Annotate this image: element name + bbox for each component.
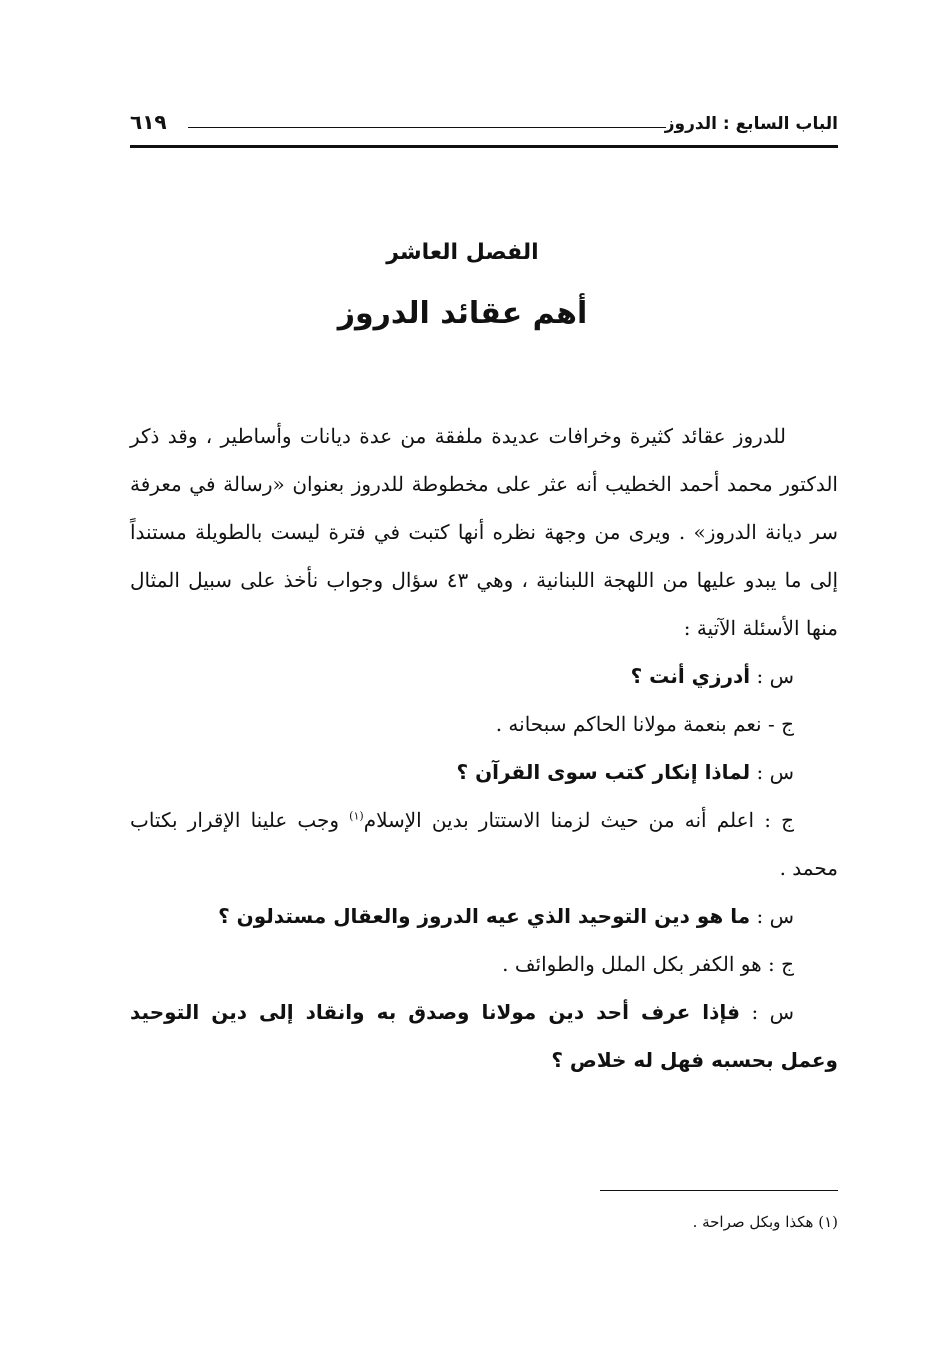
- body-text: [130, 412, 838, 1084]
- header-line: [188, 127, 666, 128]
- chapter-label: الفصل العاشر: [386, 240, 539, 265]
- answer-text: نعم بنعمة مولانا الحاكم سبحانه .: [495, 712, 762, 736]
- header-rule: [130, 145, 838, 148]
- chapter-title: أهم عقائد الدروز: [337, 296, 588, 331]
- footnote-rule: [600, 1190, 838, 1191]
- qa-mark: س: [769, 664, 794, 688]
- qa-mark: ج: [781, 952, 794, 976]
- question-text: فإذا عرف أحد دين مولانا وصدق به وانقاد إلى دين التوحيد وعمل بحسبه فهل له خلاص ؟: [130, 1000, 838, 1072]
- answer-text: اعلم أنه من حيث لزمنا الاستتار بدين الإسلام: [363, 808, 755, 832]
- question-text: أدرزي أنت ؟: [630, 664, 751, 688]
- footnote: [130, 1210, 838, 1234]
- footnote-reference: (١): [349, 809, 364, 823]
- answer-1: ج - نعم بنعمة مولانا الحاكم سبحانه .: [495, 712, 794, 736]
- qa-mark: ج: [781, 712, 794, 736]
- answer-3: ج : هو الكفر بكل الملل والطوائف .: [502, 952, 794, 976]
- intro-paragraph: للدروز عقائد كثيرة وخرافات عديدة ملفقة من عدة ديانات وأساطير ، وقد ذكر الدكتور محمد أحمد الخطيب أنه عثر على مخطوطة للدروز بعنوان «رسالة في معرفة سر ديانة الدروز» . ويرى من وجهة نظره أنها كتبت في فترة ليست بالطويلة مستنداً إلى ما يبدو عليها من اللهجة اللبنانية ، وهي ٤٣ سؤال وجواب نأخذ على سبيل المثال منها الأسئلة الآتية :: [130, 424, 839, 640]
- question-text: ما هو دين التوحيد الذي عيه الدروز والعقال مستدلون ؟: [218, 904, 751, 928]
- qa-mark: س: [769, 904, 794, 928]
- qa-mark: س: [769, 760, 794, 784]
- running-title: الباب السابع : الدروز: [664, 114, 838, 134]
- footnote-number: (١): [818, 1213, 838, 1231]
- footnote-text: هكذا وبكل صراحة .: [692, 1213, 814, 1231]
- question-3: س : ما هو دين التوحيد الذي عيه الدروز والعقال مستدلون ؟: [218, 904, 794, 928]
- running-header: [130, 110, 838, 146]
- qa-mark: س: [769, 1000, 795, 1024]
- answer-2: ج : اعلم أنه من حيث لزمنا الاستتار بدين الإسلام$^{(١)}$ وجب علينا الإقرار بكتاب محمد .: [130, 808, 838, 880]
- answer-text-continued: وجب علينا الإقرار بكتاب محمد .: [130, 808, 838, 880]
- page-number: ٦١٩: [130, 110, 167, 134]
- question-text: لماذا إنكار كتب سوى القرآن ؟: [456, 760, 751, 784]
- qa-mark: ج: [781, 808, 795, 832]
- question-2: س : لماذا إنكار كتب سوى القرآن ؟: [456, 760, 794, 784]
- answer-text: هو الكفر بكل الملل والطوائف .: [502, 952, 762, 976]
- question-4: س : فإذا عرف أحد دين مولانا وصدق به وانقاد إلى دين التوحيد وعمل بحسبه فهل له خلاص ؟: [130, 1000, 838, 1072]
- question-1: س : أدرزي أنت ؟: [630, 664, 794, 688]
